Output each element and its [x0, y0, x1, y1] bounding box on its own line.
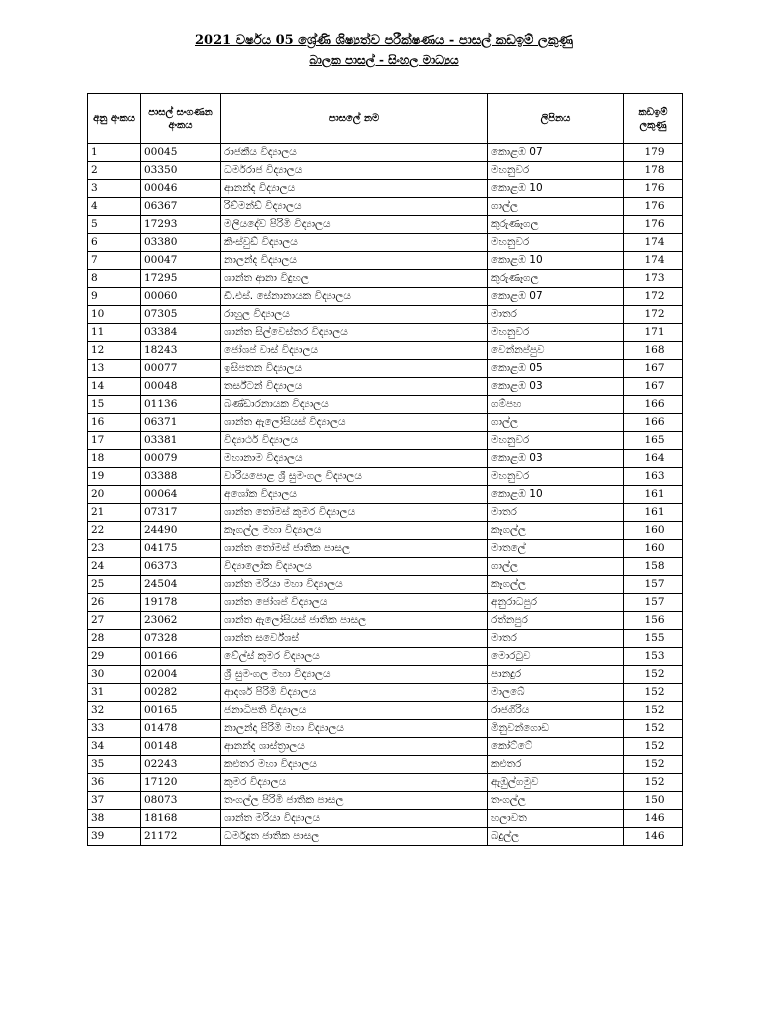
cell-school-census-no: 06367 — [141, 198, 221, 216]
cell-cutoff-marks: 167 — [624, 360, 683, 378]
cell-school-name: මහානාම විද්‍යාලය — [221, 450, 488, 468]
cell-cutoff-marks: 174 — [624, 252, 683, 270]
cell-address: ඇඹුල්ගමුව — [488, 774, 624, 792]
cell-serial-no: 32 — [88, 702, 141, 720]
cell-school-name: නාලන්ද විද්‍යාලය — [221, 252, 488, 270]
cell-school-name: කෑගල්ල මහා විද්‍යාලය — [221, 522, 488, 540]
cell-address: ගාල්ල — [488, 558, 624, 576]
table-row — [88, 342, 683, 360]
cell-address: රාජගිරිය — [488, 702, 624, 720]
table-row — [88, 216, 683, 234]
cell-school-census-no: 08073 — [141, 792, 221, 810]
cell-cutoff-marks: 179 — [624, 144, 683, 162]
cell-school-name: කළුතර මහා විද්‍යාලය — [221, 756, 488, 774]
cell-school-census-no: 03384 — [141, 324, 221, 342]
cell-cutoff-marks: 152 — [624, 666, 683, 684]
cell-cutoff-marks: 146 — [624, 828, 683, 846]
cell-address: ගාල්ල — [488, 414, 624, 432]
cell-school-census-no: 24504 — [141, 576, 221, 594]
cell-serial-no: 13 — [88, 360, 141, 378]
cell-address: මහනුවර — [488, 324, 624, 342]
table-row — [88, 468, 683, 486]
cell-school-census-no: 19178 — [141, 594, 221, 612]
cell-address: මාලබේ — [488, 684, 624, 702]
cell-serial-no: 25 — [88, 576, 141, 594]
cell-school-name: තර්ස්ටන් විද්‍යාලය — [221, 378, 488, 396]
header-school-name: පාසලේ නම — [221, 94, 488, 144]
cell-serial-no: 24 — [88, 558, 141, 576]
table-row — [88, 738, 683, 756]
cell-address: රත්නපුර — [488, 612, 624, 630]
cell-school-census-no: 18243 — [141, 342, 221, 360]
cell-address: මාතර — [488, 504, 624, 522]
cell-cutoff-marks: 152 — [624, 738, 683, 756]
table-row — [88, 180, 683, 198]
table-row — [88, 522, 683, 540]
cell-school-name: බණ්ඩාරනායක විද්‍යාලය — [221, 396, 488, 414]
cell-serial-no: 9 — [88, 288, 141, 306]
cell-school-census-no: 06371 — [141, 414, 221, 432]
cell-cutoff-marks: 167 — [624, 378, 683, 396]
cell-cutoff-marks: 155 — [624, 630, 683, 648]
cell-serial-no: 22 — [88, 522, 141, 540]
cell-cutoff-marks: 176 — [624, 216, 683, 234]
cell-school-name: වාරියපොළ ශ්‍රී සුමංගල විද්‍යාලය — [221, 468, 488, 486]
cell-school-census-no: 00166 — [141, 648, 221, 666]
cell-school-name: තංගල්ල පිරිමි ජාතික පාසල — [221, 792, 488, 810]
cell-address: බදුල්ල — [488, 828, 624, 846]
cell-serial-no: 18 — [88, 450, 141, 468]
cell-school-name: ශාන්ත ජෝශප් විද්‍යාලය — [221, 594, 488, 612]
cell-school-census-no: 00046 — [141, 180, 221, 198]
cell-cutoff-marks: 163 — [624, 468, 683, 486]
cell-address: කොළඹ 05 — [488, 360, 624, 378]
cell-address: කෑගල්ල — [488, 576, 624, 594]
cell-address: කොළඹ 03 — [488, 378, 624, 396]
cell-serial-no: 39 — [88, 828, 141, 846]
cell-cutoff-marks: 153 — [624, 648, 683, 666]
document-subtitle: බාලක පාසල් - සිංහල මාධ්‍යය — [309, 53, 459, 67]
cell-address: කොළඹ 10 — [488, 486, 624, 504]
cell-address: කොළඹ 03 — [488, 450, 624, 468]
cell-school-name: ධර්මරාජ විද්‍යාලය — [221, 162, 488, 180]
cell-address: මහනුවර — [488, 432, 624, 450]
cell-school-name: ශාන්ත තෝමස් ජාතික පාසල — [221, 540, 488, 558]
header-address: ලිපිනය — [488, 94, 624, 144]
table-row — [88, 414, 683, 432]
cell-school-census-no: 01478 — [141, 720, 221, 738]
cell-school-name: ශාන්ත සිල්වෙස්තර විද්‍යාලය — [221, 324, 488, 342]
table-row — [88, 540, 683, 558]
table-row — [88, 252, 683, 270]
cell-serial-no: 28 — [88, 630, 141, 648]
table-row — [88, 360, 683, 378]
cell-school-name: විද්‍යාර්ථ විද්‍යාලය — [221, 432, 488, 450]
cell-serial-no: 11 — [88, 324, 141, 342]
cell-school-name: ජෝශප් වාස් විද්‍යාලය — [221, 342, 488, 360]
cell-address: ගම්පහ — [488, 396, 624, 414]
cutoff-marks-table — [87, 93, 683, 846]
cell-school-census-no: 00064 — [141, 486, 221, 504]
cell-serial-no: 23 — [88, 540, 141, 558]
cell-serial-no: 26 — [88, 594, 141, 612]
cell-address: මහනුවර — [488, 468, 624, 486]
table-row — [88, 288, 683, 306]
cell-serial-no: 14 — [88, 378, 141, 396]
cell-school-census-no: 01136 — [141, 396, 221, 414]
cell-school-census-no: 00045 — [141, 144, 221, 162]
cell-school-census-no: 17293 — [141, 216, 221, 234]
cell-serial-no: 10 — [88, 306, 141, 324]
header-cutoff-marks: කඩඉම් ලකුණු — [624, 94, 683, 144]
cell-cutoff-marks: 152 — [624, 774, 683, 792]
cell-address: තංගල්ල — [488, 792, 624, 810]
cell-cutoff-marks: 161 — [624, 486, 683, 504]
cell-school-name: ශාන්ත තෝමස් කුමර විද්‍යාලය — [221, 504, 488, 522]
cell-serial-no: 4 — [88, 198, 141, 216]
cell-school-census-no: 07317 — [141, 504, 221, 522]
cell-school-name: ශාන්ත මරියා විද්‍යාලය — [221, 810, 488, 828]
table-row — [88, 396, 683, 414]
cell-cutoff-marks: 157 — [624, 594, 683, 612]
cell-cutoff-marks: 146 — [624, 810, 683, 828]
cell-school-name: ශාන්ත ඇලෝසියස් ජාතික පාසල — [221, 612, 488, 630]
cell-school-name: ශ්‍රී සුමංගල මහා විද්‍යාලය — [221, 666, 488, 684]
cell-cutoff-marks: 161 — [624, 504, 683, 522]
cell-serial-no: 35 — [88, 756, 141, 774]
table-body — [88, 144, 683, 846]
cell-cutoff-marks: 172 — [624, 306, 683, 324]
cell-serial-no: 27 — [88, 612, 141, 630]
cell-serial-no: 7 — [88, 252, 141, 270]
cell-cutoff-marks: 174 — [624, 234, 683, 252]
cell-address: කොළඹ 10 — [488, 252, 624, 270]
table-row — [88, 810, 683, 828]
table-row — [88, 594, 683, 612]
cell-school-census-no: 03388 — [141, 468, 221, 486]
cell-serial-no: 29 — [88, 648, 141, 666]
cell-address: කළුතර — [488, 756, 624, 774]
cell-school-census-no: 17120 — [141, 774, 221, 792]
cell-school-name: ආනන්ද විද්‍යාලය — [221, 180, 488, 198]
cell-school-census-no: 00079 — [141, 450, 221, 468]
cell-cutoff-marks: 158 — [624, 558, 683, 576]
cell-serial-no: 1 — [88, 144, 141, 162]
cell-school-name: ශාන්ත ඇලෝසියස් විද්‍යාලය — [221, 414, 488, 432]
cell-school-name: ආදර්ශ පිරිමි විද්‍යාලය — [221, 684, 488, 702]
cell-address: වෙන්නප්පුව — [488, 342, 624, 360]
cell-school-census-no: 00048 — [141, 378, 221, 396]
table-row — [88, 432, 683, 450]
cell-address: මාතර — [488, 630, 624, 648]
cell-school-census-no: 23062 — [141, 612, 221, 630]
table-header-row — [88, 94, 683, 144]
cell-cutoff-marks: 152 — [624, 684, 683, 702]
table-row — [88, 378, 683, 396]
cell-school-census-no: 00165 — [141, 702, 221, 720]
cell-school-name: ශාන්ත සර්වේශස් — [221, 630, 488, 648]
cell-cutoff-marks: 152 — [624, 720, 683, 738]
cell-cutoff-marks: 166 — [624, 396, 683, 414]
cell-serial-no: 38 — [88, 810, 141, 828]
table-row — [88, 648, 683, 666]
cell-cutoff-marks: 168 — [624, 342, 683, 360]
cell-school-census-no: 03380 — [141, 234, 221, 252]
cell-school-name: ඩී.එස්. සේනානායක විද්‍යාලය — [221, 288, 488, 306]
cell-serial-no: 37 — [88, 792, 141, 810]
cell-cutoff-marks: 152 — [624, 702, 683, 720]
cell-serial-no: 15 — [88, 396, 141, 414]
table-row — [88, 684, 683, 702]
cell-serial-no: 33 — [88, 720, 141, 738]
cell-serial-no: 2 — [88, 162, 141, 180]
cell-address: කොළඹ 10 — [488, 180, 624, 198]
cell-serial-no: 6 — [88, 234, 141, 252]
cell-address: අනුරාධපුර — [488, 594, 624, 612]
cell-school-census-no: 00060 — [141, 288, 221, 306]
cell-serial-no: 31 — [88, 684, 141, 702]
cell-address: මහනුවර — [488, 162, 624, 180]
cell-serial-no: 19 — [88, 468, 141, 486]
table-row — [88, 666, 683, 684]
cell-school-census-no: 00148 — [141, 738, 221, 756]
table-row — [88, 756, 683, 774]
cell-cutoff-marks: 165 — [624, 432, 683, 450]
table-row — [88, 450, 683, 468]
cell-school-name: ආනන්ද ශාස්ත්‍රාලය — [221, 738, 488, 756]
cell-school-census-no: 00282 — [141, 684, 221, 702]
cell-address: ගාල්ල — [488, 198, 624, 216]
cell-school-name: ධර්මදූත ජාතික පාසල — [221, 828, 488, 846]
cell-address: පානදුර — [488, 666, 624, 684]
cell-serial-no: 17 — [88, 432, 141, 450]
cell-school-name: විද්‍යාලෝක විද්‍යාලය — [221, 558, 488, 576]
cell-address: මහනුවර — [488, 234, 624, 252]
table-row — [88, 774, 683, 792]
table-row — [88, 270, 683, 288]
cell-school-census-no: 07305 — [141, 306, 221, 324]
table-row — [88, 702, 683, 720]
cell-school-name: රාහුල විද්‍යාලය — [221, 306, 488, 324]
table-row — [88, 792, 683, 810]
cell-address: හලාවත — [488, 810, 624, 828]
cell-cutoff-marks: 160 — [624, 522, 683, 540]
cell-address: කුරුණෑගල — [488, 216, 624, 234]
cell-serial-no: 34 — [88, 738, 141, 756]
cell-serial-no: 16 — [88, 414, 141, 432]
cell-cutoff-marks: 176 — [624, 180, 683, 198]
cell-cutoff-marks: 157 — [624, 576, 683, 594]
cell-serial-no: 5 — [88, 216, 141, 234]
cell-serial-no: 20 — [88, 486, 141, 504]
table-row — [88, 558, 683, 576]
cell-school-name: වේල්ස් කුමර විද්‍යාලය — [221, 648, 488, 666]
cell-address: මිනුවන්ගොඩ — [488, 720, 624, 738]
cell-school-census-no: 07328 — [141, 630, 221, 648]
cell-serial-no: 36 — [88, 774, 141, 792]
table-row — [88, 720, 683, 738]
cell-serial-no: 3 — [88, 180, 141, 198]
cell-school-name: රාජකීය විද්‍යාලය — [221, 144, 488, 162]
cell-school-census-no: 03381 — [141, 432, 221, 450]
cell-school-name: නාලන්දා පිරිමි මහා විද්‍යාලය — [221, 720, 488, 738]
table-row — [88, 306, 683, 324]
cell-cutoff-marks: 176 — [624, 198, 683, 216]
table-row — [88, 162, 683, 180]
cell-address: කෑගල්ල — [488, 522, 624, 540]
cell-school-census-no: 02004 — [141, 666, 221, 684]
cell-school-census-no: 06373 — [141, 558, 221, 576]
table-row — [88, 198, 683, 216]
cell-serial-no: 30 — [88, 666, 141, 684]
table-row — [88, 324, 683, 342]
cell-cutoff-marks: 160 — [624, 540, 683, 558]
cell-address: කොළඹ 07 — [488, 144, 624, 162]
cell-school-census-no: 00047 — [141, 252, 221, 270]
cell-cutoff-marks: 164 — [624, 450, 683, 468]
cell-cutoff-marks: 150 — [624, 792, 683, 810]
table-row — [88, 612, 683, 630]
table-row — [88, 630, 683, 648]
cell-cutoff-marks: 152 — [624, 756, 683, 774]
cell-school-name: කුමර විද්‍යාලය — [221, 774, 488, 792]
cell-school-census-no: 17295 — [141, 270, 221, 288]
cell-school-name: ඉසිපතන විද්‍යාලය — [221, 360, 488, 378]
cell-school-census-no: 21172 — [141, 828, 221, 846]
cell-school-census-no: 18168 — [141, 810, 221, 828]
cell-school-name: මලියදේව පිරිමි විද්‍යාලය — [221, 216, 488, 234]
cell-school-name: ජනාධිපති විද්‍යාලය — [221, 702, 488, 720]
table-row — [88, 576, 683, 594]
cell-address: මාතලේ — [488, 540, 624, 558]
cell-cutoff-marks: 156 — [624, 612, 683, 630]
cell-address: කෝට්ටේ — [488, 738, 624, 756]
header-serial-no: අනු අංකය — [88, 94, 141, 144]
cell-serial-no: 8 — [88, 270, 141, 288]
cell-address: කුරුණෑගල — [488, 270, 624, 288]
cell-serial-no: 12 — [88, 342, 141, 360]
cell-cutoff-marks: 178 — [624, 162, 683, 180]
cell-cutoff-marks: 173 — [624, 270, 683, 288]
table-row — [88, 504, 683, 522]
cell-school-name: ශාන්ත ආනා විදුහල — [221, 270, 488, 288]
cell-school-census-no: 03350 — [141, 162, 221, 180]
cell-school-census-no: 04175 — [141, 540, 221, 558]
cell-serial-no: 21 — [88, 504, 141, 522]
cell-school-name: ශාන්ත මරියා මහා විද්‍යාලය — [221, 576, 488, 594]
cell-cutoff-marks: 166 — [624, 414, 683, 432]
cell-cutoff-marks: 171 — [624, 324, 683, 342]
table-row — [88, 486, 683, 504]
table-row — [88, 144, 683, 162]
cell-school-name: කිංස්වුඩ් විද්‍යාලය — [221, 234, 488, 252]
cell-cutoff-marks: 172 — [624, 288, 683, 306]
cell-school-census-no: 24490 — [141, 522, 221, 540]
table-row — [88, 828, 683, 846]
cell-school-census-no: 00077 — [141, 360, 221, 378]
cell-address: කොළඹ 07 — [488, 288, 624, 306]
cell-address: මාතර — [488, 306, 624, 324]
cell-school-census-no: 02243 — [141, 756, 221, 774]
header-school-census-no: පාසල් සංගණන අංකය — [141, 94, 221, 144]
cell-school-name: අශෝක විද්‍යාලය — [221, 486, 488, 504]
document-title: 2021 වර්ෂය 05 ශ්‍රේණි ශිෂ්‍යත්ව පරීක්ෂණය - පාසල් කඩඉම් ලකුණු — [194, 33, 573, 48]
cell-address: මොරටුව — [488, 648, 624, 666]
cell-school-name: රිච්මන්ඩ් විද්‍යාලය — [221, 198, 488, 216]
table-row — [88, 234, 683, 252]
